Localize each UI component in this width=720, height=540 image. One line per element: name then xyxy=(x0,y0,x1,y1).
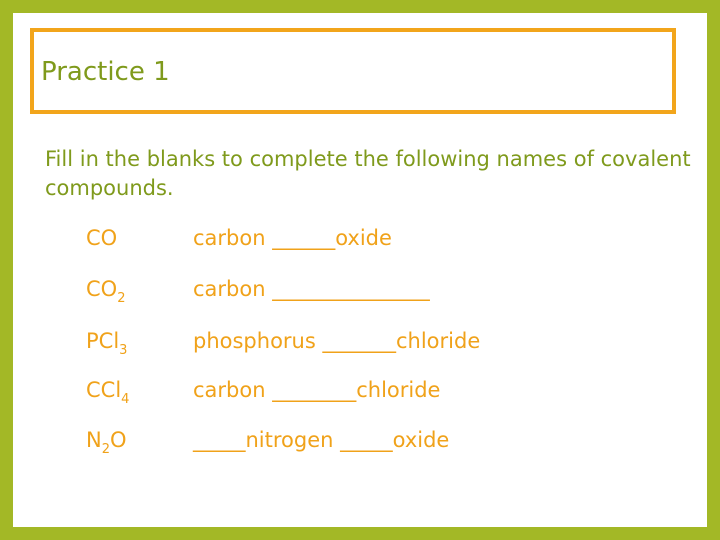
compound-name: carbon ______oxide xyxy=(193,226,392,250)
compound-name: carbon ________chloride xyxy=(193,378,441,402)
compound-name: _____nitrogen _____oxide xyxy=(193,428,450,452)
compound-formula: PCl$_3$ xyxy=(86,329,128,358)
title-box xyxy=(30,28,676,114)
instructions-text: Fill in the blanks to complete the following names of covalent compounds. xyxy=(45,147,691,200)
slide xyxy=(13,13,707,527)
page-title: Practice 1 xyxy=(41,57,170,87)
compound-name: carbon _______________ xyxy=(193,277,430,301)
compound-name: phosphorus _______chloride xyxy=(193,329,481,353)
compound-formula: $N_2O$ xyxy=(86,428,127,457)
compound-formula: CO xyxy=(86,226,118,250)
compound-formula: CCl$_4$ xyxy=(86,378,130,407)
compound-formula: $CO_2$ xyxy=(86,277,126,306)
